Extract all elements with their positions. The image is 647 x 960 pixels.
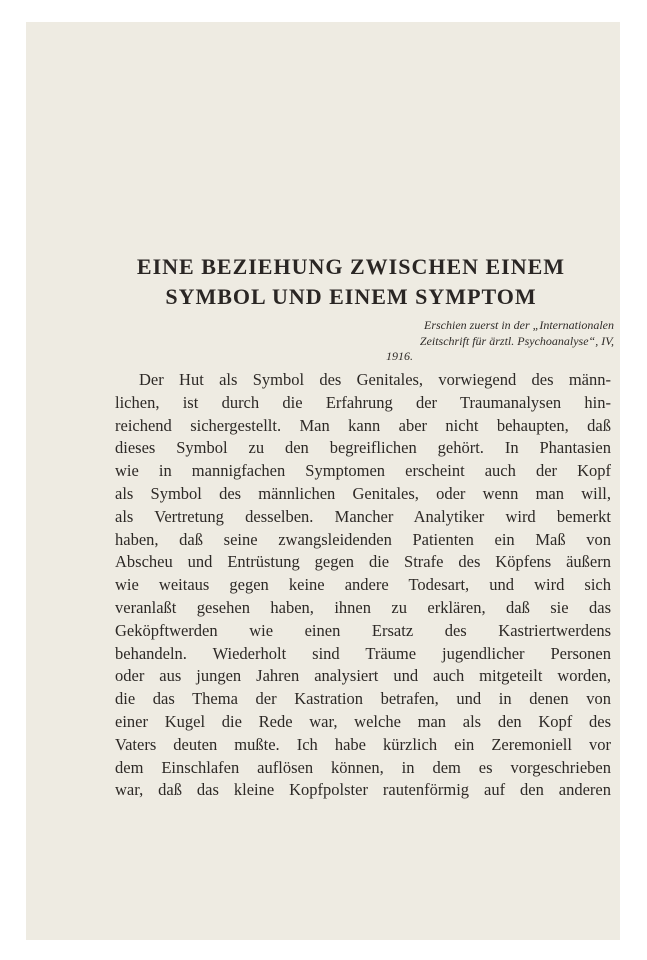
chapter-title-line-1: EINE BEZIEHUNG ZWISCHEN EINEM <box>136 254 566 279</box>
publication-note <box>356 318 614 365</box>
body-line: Geköpftwerden wie einen Ersatz des Kastriertwerdens <box>115 620 611 640</box>
body-line: wie weitaus gegen keine andere Todesart, und wird sich <box>115 575 611 595</box>
chapter-title-line-2: SYMBOL UND EINEM SYMPTOM <box>165 284 537 309</box>
body-line: oder aus jungen Jahren analysiert und auch mitgeteilt worden, <box>115 666 611 686</box>
book-page <box>26 22 620 940</box>
body-line: als Vertretung desselben. Mancher Analytiker wird bemerkt <box>115 506 611 526</box>
body-line: Abscheu und Entrüstung gegen die Strafe des Köpfens äußern <box>115 552 611 572</box>
body-line: war, daß das kleine Kopfpolster rautenförmig auf den anderen <box>115 780 611 800</box>
body-line: einer Kugel die Rede war, welche man als den Kopf des <box>115 711 611 731</box>
body-line: behandeln. Wiederholt sind Träume jugendlicher Personen <box>115 643 611 663</box>
body-line: die das Thema der Kastration betrafen, und in denen von <box>115 689 611 709</box>
body-line: haben, daß seine zwangsleidenden Patienten ein Maß von <box>115 529 611 549</box>
chapter-title <box>106 252 596 312</box>
body-line: Vaters deuten mußte. Ich habe kürzlich ein Zeremoniell vor <box>115 734 611 754</box>
body-line: dieses Symbol zu den begreiflichen gehört. In Phantasien <box>115 438 611 458</box>
show-through-text <box>104 102 604 252</box>
body-line: wie in mannigfachen Symptomen erscheint auch der Kopf <box>115 461 611 481</box>
publication-note-line-2: Zeitschrift für ärztl. Psychoanalyse“, IV, <box>419 333 614 348</box>
body-line: lichen, ist durch die Erfahrung der Traumanalysen hin- <box>115 392 611 412</box>
body-text <box>115 369 611 802</box>
body-line: dem Einschlafen auflösen können, in dem es vorgeschrieben <box>115 757 611 777</box>
body-line: reichend sichergestellt. Man kann aber nicht behaupten, daß <box>115 415 611 435</box>
body-line: Der Hut als Symbol des Genitales, vorwiegend des männ- <box>139 370 611 389</box>
body-line: als Symbol des männlichen Genitales, oder wenn man will, <box>115 483 611 503</box>
publication-note-line-3: 1916. <box>386 349 413 363</box>
publication-note-line-1: Erschien zuerst in der „Internationalen <box>424 318 614 332</box>
body-line: veranlaßt gesehen haben, ihnen zu erklären, daß sie das <box>115 597 611 617</box>
